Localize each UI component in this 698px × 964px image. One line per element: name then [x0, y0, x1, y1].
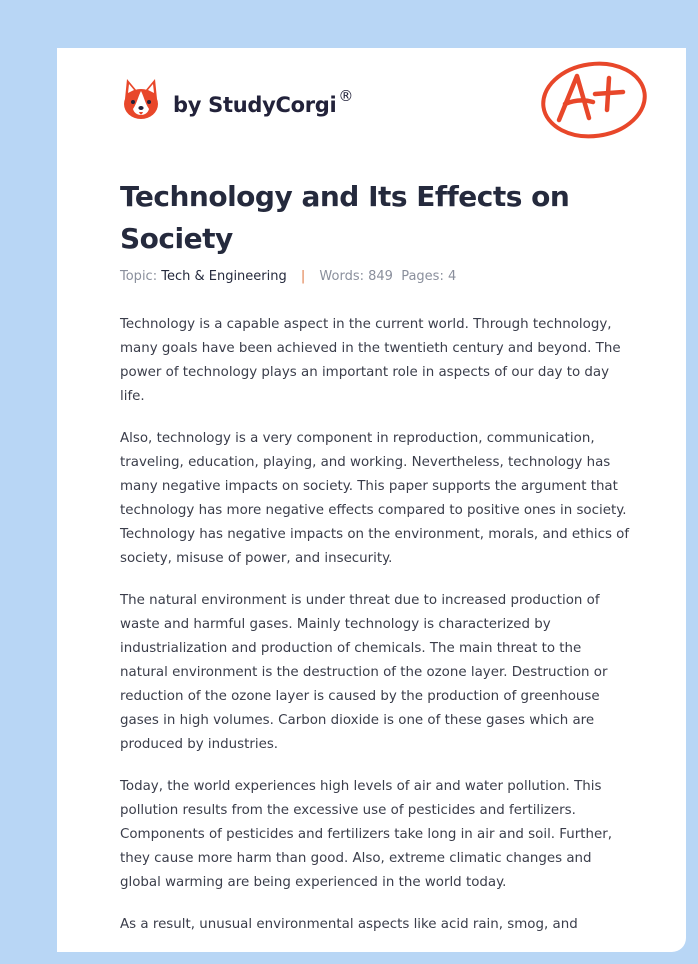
meta-separator: |: [300, 269, 306, 284]
a-plus-grade-icon: [537, 58, 652, 143]
paragraph: The natural environment is under threat due to increased production of waste and harmful gases. Mainly technology is characterized by industrialization and production of chemicals. The main threat to the natural environment is the destruction of the ozone layer. Destruction or reduction of the ozone layer is caused by the production of greenhouse gases in high volumes. Carbon dioxide is one of these gases which are produced by industries.: [120, 593, 608, 752]
topic-link[interactable]: Tech & Engineering: [161, 269, 287, 284]
page-title: Technology and Its Effects on Society: [120, 180, 570, 255]
topic-label: Topic:: [120, 269, 158, 284]
brand-name: by StudyCorgi ®: [173, 86, 354, 117]
corgi-logo-icon: [121, 77, 161, 123]
paragraph: As a result, unusual environmental aspects like acid rain, smog, and: [120, 917, 578, 932]
essay-body: [120, 313, 632, 952]
paragraph: Also, technology is a very component in reproduction, communication, traveling, education, playing, and working. Nevertheless, technology has many negative impacts on society. This paper supports the argument that technology has more negative effects compared to positive ones in society. Technology has negative impacts on the environment, morals, and ethics of society, misuse of power, and insecurity.: [120, 431, 630, 566]
document-page: [57, 48, 686, 952]
studycorgi-logo[interactable]: [121, 76, 353, 124]
paragraph: Technology is a capable aspect in the current world. Through technology, many goals have been achieved in the twentieth century and beyond. The power of technology plays an important role in aspects of our day to day life.: [120, 317, 621, 404]
page-count: Pages: 4: [401, 269, 457, 284]
word-count: Words: 849: [319, 269, 393, 284]
document-meta: [120, 269, 456, 284]
paragraph: Today, the world experiences high levels of air and water pollution. This pollution results from the excessive use of pesticides and fertilizers. Components of pesticides and fertilizers take long in air and soil. Further, they cause more harm than good. Also, extreme climatic changes and global warming are being experienced in the world today.: [120, 779, 613, 890]
